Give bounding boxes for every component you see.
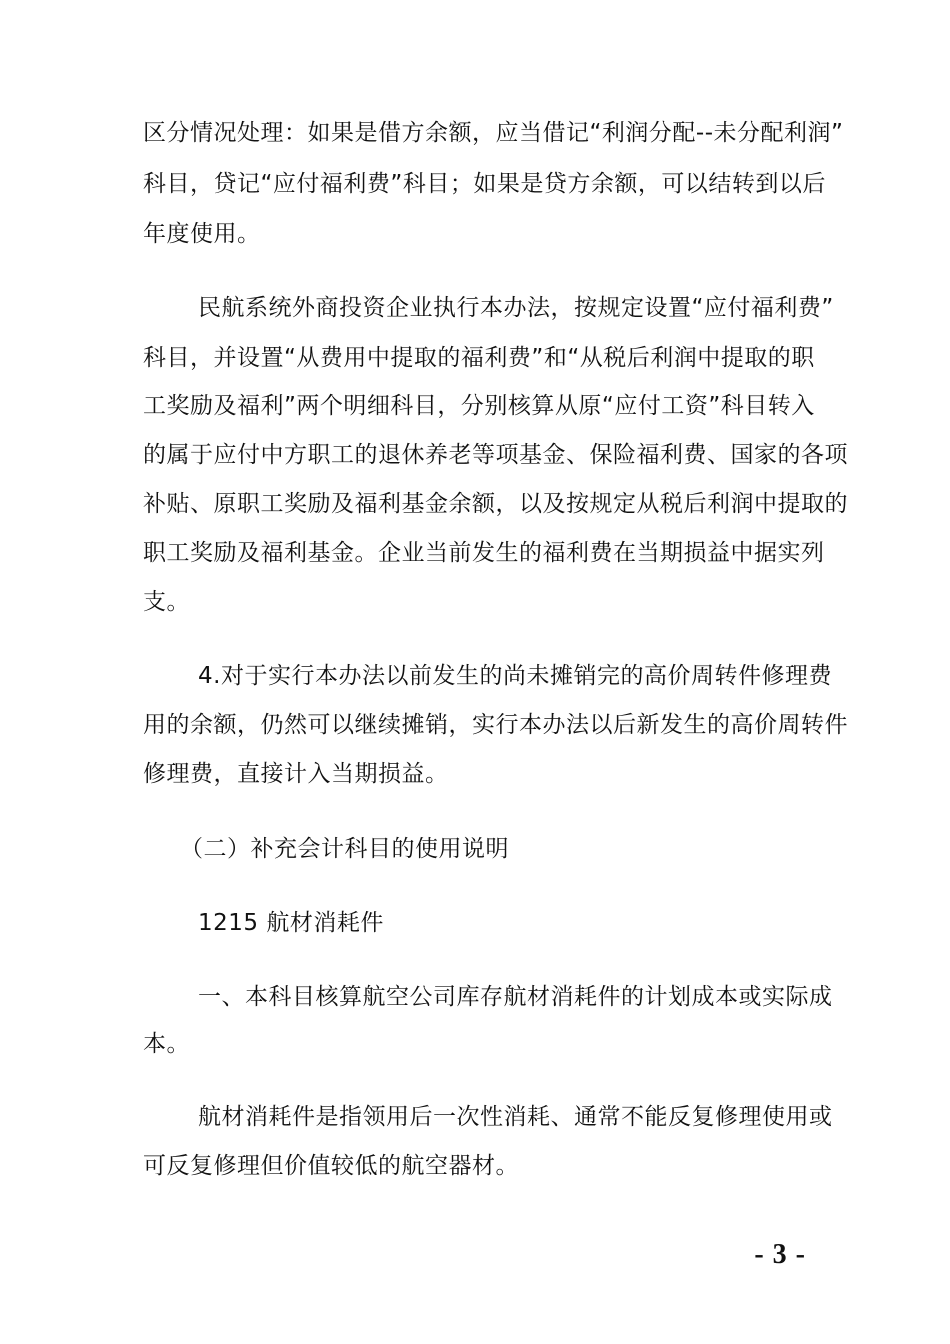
text-line: 补贴、原职工奖励及福利基金余额，以及按规定从税后利润中提取的 — [143, 491, 848, 517]
text-line: 用的余额，仍然可以继续摊销，实行本办法以后新发生的高价周转件 — [143, 712, 848, 738]
text-line: 本。 — [143, 1031, 190, 1057]
text-line: 修理费，直接计入当期损益。 — [143, 761, 449, 787]
paragraph-first-line: 民航系统外商投资企业执行本办法，按规定设置“应付福利费” — [198, 295, 834, 321]
section-heading: （二）补充会计科目的使用说明 — [180, 836, 509, 862]
text-line: 职工奖励及福利基金。企业当前发生的福利费在当期损益中据实列 — [143, 540, 825, 566]
account-heading: 1215 航材消耗件 — [198, 910, 384, 936]
paragraph-first-line: 一、本科目核算航空公司库存航材消耗件的计划成本或实际成 — [198, 984, 833, 1010]
paragraph-first-line: 4.对于实行本办法以前发生的尚未摊销完的高价周转件修理费 — [198, 663, 832, 689]
page-number: - 3 - — [754, 1239, 806, 1270]
text-line: 工奖励及福利”两个明细科目，分别核算从原“应付工资”科目转入 — [143, 393, 815, 419]
text-line: 支。 — [143, 589, 190, 615]
paragraph-first-line: 航材消耗件是指领用后一次性消耗、通常不能反复修理使用或 — [198, 1104, 833, 1130]
text-line: 区分情况处理：如果是借方余额，应当借记“利润分配--未分配利润” — [143, 120, 844, 146]
text-line: 的属于应付中方职工的退休养老等项基金、保险福利费、国家的各项 — [143, 442, 848, 468]
text-line: 可反复修理但价值较低的航空器材。 — [143, 1153, 519, 1179]
text-line: 科目，并设置“从费用中提取的福利费”和“从税后利润中提取的职 — [143, 345, 815, 371]
text-line: 年度使用。 — [143, 221, 261, 247]
text-line: 科目，贷记“应付福利费”科目；如果是贷方余额，可以结转到以后 — [143, 171, 826, 197]
